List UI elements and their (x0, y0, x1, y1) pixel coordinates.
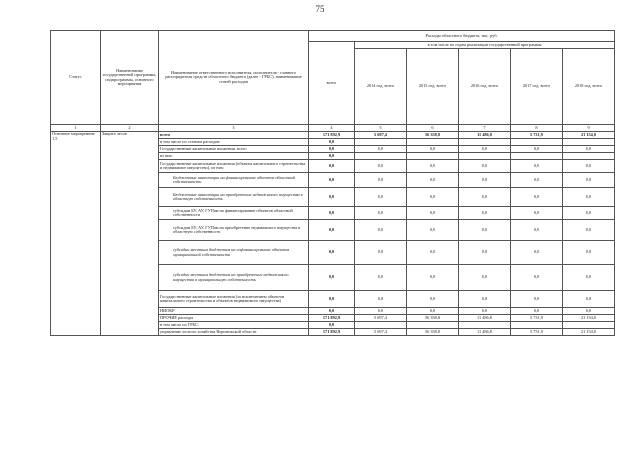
value-total: 0,0 (309, 160, 355, 173)
value-total: 0,0 (309, 153, 355, 160)
value-year: 5 731,9 (511, 329, 563, 336)
value-year: 0,0 (563, 160, 615, 173)
value-year (355, 153, 407, 160)
table-row (51, 132, 615, 139)
budget-table (50, 30, 615, 336)
value-year: 0,0 (407, 220, 459, 241)
value-year (563, 153, 615, 160)
expense-item-label: субсидии местным бюджетам на софинансирование объектов муниципальной собственности (159, 241, 309, 265)
value-year: 5 697,4 (355, 132, 407, 139)
value-year: 56 358,8 (407, 329, 459, 336)
value-year: 11 486,8 (459, 132, 511, 139)
value-year (355, 322, 407, 329)
value-year: 0,0 (459, 241, 511, 265)
value-year: 0,0 (355, 188, 407, 207)
header-year-2017: 2017 год, всего (511, 49, 563, 125)
value-year: 0,0 (459, 265, 511, 291)
value-year: 0,0 (407, 173, 459, 188)
value-year (511, 322, 563, 329)
header-year-2015: 2015 год, всего (407, 49, 459, 125)
value-year: 5 697,4 (355, 315, 407, 322)
value-year: 0,0 (563, 308, 615, 315)
value-year: 0,0 (459, 220, 511, 241)
value-total: 0,0 (309, 308, 355, 315)
value-year: 0,0 (563, 207, 615, 220)
expense-item-label: управление лесного хозяйства Воронежской области (159, 329, 309, 336)
value-year: 0,0 (511, 308, 563, 315)
value-year (407, 322, 459, 329)
value-year: 0,0 (459, 160, 511, 173)
value-year: 56 358,8 (407, 132, 459, 139)
value-year: 0,0 (511, 173, 563, 188)
col-number: 6 (407, 125, 459, 132)
header-year-2016: 2016 год, всего (459, 49, 511, 125)
value-year: 0,0 (407, 207, 459, 220)
value-year: 0,0 (563, 220, 615, 241)
value-year: 11 486,8 (459, 315, 511, 322)
value-year: 0,0 (407, 308, 459, 315)
expense-item-label: Государственные капитальные вложения (объекты капитального строительства и недвижимое имущество), из них: (159, 160, 309, 173)
expense-item-label: Бюджетные инвестиции на приобретение недвижимого имущества в областную собственность (159, 188, 309, 207)
value-year: 21 154,0 (563, 315, 615, 322)
value-year: 0,0 (563, 241, 615, 265)
header-name: Наименование государственной программы, подпрограммы, основного мероприятия (101, 31, 159, 125)
value-year: 21 154,0 (563, 329, 615, 336)
expense-item-label: субсидии БУ, АУ, ГУПам на финансирование объектов областной собственности (159, 207, 309, 220)
header-status: Статус (51, 31, 101, 125)
value-year: 56 358,8 (407, 315, 459, 322)
value-year (355, 139, 407, 146)
value-year: 0,0 (511, 220, 563, 241)
value-year: 0,0 (407, 188, 459, 207)
value-year: 0,0 (511, 241, 563, 265)
value-year: 0,0 (355, 265, 407, 291)
value-year: 21 154,0 (563, 132, 615, 139)
page-number: 75 (315, 4, 325, 14)
col-number: 7 (459, 125, 511, 132)
value-total: 0,0 (309, 220, 355, 241)
value-year (563, 322, 615, 329)
value-year: 0,0 (563, 188, 615, 207)
value-total: 0,0 (309, 173, 355, 188)
value-total: 0,0 (309, 241, 355, 265)
value-total: 0,0 (309, 265, 355, 291)
value-year: 0,0 (511, 265, 563, 291)
value-year: 0,0 (511, 291, 563, 308)
value-year: 0,0 (511, 207, 563, 220)
value-total: 171 892,9 (309, 315, 355, 322)
value-total: 0,0 (309, 207, 355, 220)
expense-item-label: Государственные капитальные вложения (за исключением объектов капитального строительства и объектов недвижимого имущества) (159, 291, 309, 308)
value-year: 0,0 (407, 265, 459, 291)
value-year: 5 697,4 (355, 329, 407, 336)
header-year-2018: 2018 год, всего (563, 49, 615, 125)
col-number: 3 (159, 125, 309, 132)
header-total: всего (309, 42, 355, 125)
col-number: 5 (355, 125, 407, 132)
value-total: 0,0 (309, 139, 355, 146)
header-by-years: в том числе по годам реализации государственной программы (355, 42, 615, 49)
value-year: 0,0 (459, 173, 511, 188)
status-cell: Основное мероприятие 1.5 (51, 132, 101, 336)
value-year (459, 153, 511, 160)
value-year: 0,0 (407, 146, 459, 153)
value-year: 0,0 (459, 207, 511, 220)
name-cell: Защита лесов (101, 132, 159, 336)
value-year: 0,0 (355, 291, 407, 308)
col-number: 4 (309, 125, 355, 132)
value-year (563, 139, 615, 146)
value-year: 0,0 (459, 291, 511, 308)
table-body (51, 132, 615, 336)
value-year: 0,0 (355, 160, 407, 173)
expense-item-label: Бюджетные инвестиции на финансирование объектов областной собственности (159, 173, 309, 188)
value-year: 0,0 (355, 308, 407, 315)
value-year (407, 153, 459, 160)
value-year: 0,0 (459, 308, 511, 315)
value-year: 0,0 (355, 146, 407, 153)
value-year: 0,0 (407, 241, 459, 265)
value-year: 0,0 (511, 160, 563, 173)
value-year: 0,0 (355, 207, 407, 220)
value-year: 0,0 (511, 188, 563, 207)
value-year: 0,0 (459, 146, 511, 153)
value-year: 0,0 (407, 291, 459, 308)
value-year: 0,0 (563, 173, 615, 188)
value-year: 0,0 (407, 160, 459, 173)
value-year: 11 486,8 (459, 329, 511, 336)
expense-item-label: НИОКР (159, 308, 309, 315)
value-total: 0,0 (309, 188, 355, 207)
col-number: 9 (563, 125, 615, 132)
col-number: 1 (51, 125, 101, 132)
header-executor: Наименование ответственного исполнителя, исполнителя - главного распорядителя средств областного бюджета (далее - ГРБС), наименование статей расходов (159, 31, 309, 125)
header-year-2014: 2014 год, всего (355, 49, 407, 125)
value-year (459, 322, 511, 329)
col-number: 8 (511, 125, 563, 132)
value-year: 0,0 (563, 265, 615, 291)
value-year: 0,0 (511, 146, 563, 153)
expense-item-label: ПРОЧИЕ расходы (159, 315, 309, 322)
value-year: 5 731,9 (511, 132, 563, 139)
value-year (407, 139, 459, 146)
value-year: 0,0 (563, 146, 615, 153)
value-total: 0,0 (309, 322, 355, 329)
expense-item-label: из них: (159, 153, 309, 160)
expense-item-label: субсидии БУ, АУ, ГУПам на приобретение недвижимого имущества в областную собственность (159, 220, 309, 241)
header-expenses-group: Расходы областного бюджета, тыс. руб. (309, 31, 615, 42)
expense-item-label: в том числе по статьям расходов: (159, 139, 309, 146)
expense-item-label: всего (159, 132, 309, 139)
value-year (459, 139, 511, 146)
expense-item-label: в том числе по ГРБС: (159, 322, 309, 329)
value-total: 0,0 (309, 146, 355, 153)
value-total: 171 892,9 (309, 132, 355, 139)
value-year: 0,0 (355, 241, 407, 265)
expense-item-label: Государственные капитальные вложения, всего (159, 146, 309, 153)
value-year: 5 731,9 (511, 315, 563, 322)
value-year (511, 139, 563, 146)
value-year: 0,0 (355, 173, 407, 188)
expense-item-label: субсидии местным бюджетам на приобретение недвижимого имущества в муниципальную собственность (159, 265, 309, 291)
value-year: 0,0 (563, 291, 615, 308)
value-total: 0,0 (309, 291, 355, 308)
col-number: 2 (101, 125, 159, 132)
value-year: 0,0 (355, 220, 407, 241)
value-year (511, 153, 563, 160)
value-total: 171 892,9 (309, 329, 355, 336)
value-year: 0,0 (459, 188, 511, 207)
